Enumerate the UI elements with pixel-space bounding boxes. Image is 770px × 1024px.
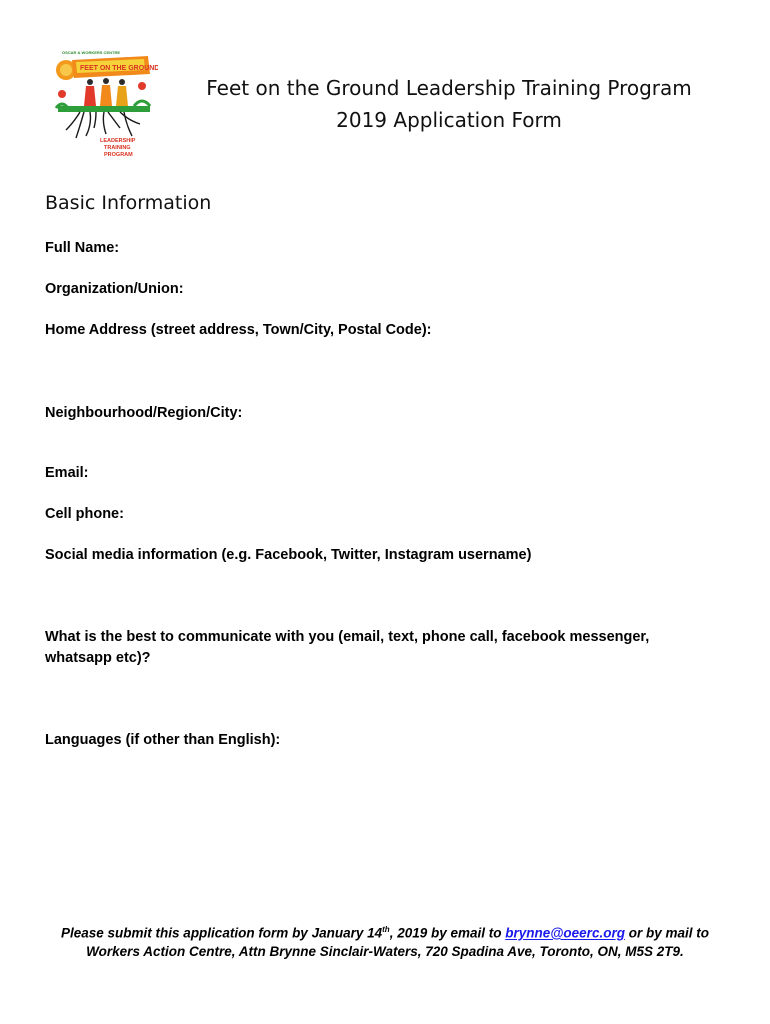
logo-bottom-text-2: TRAINING	[104, 145, 131, 151]
field-label-organization: Organization/Union:	[45, 281, 184, 297]
section-heading-basic-information: Basic Information	[45, 192, 212, 214]
footer-text-part3: or by mail to Workers Action Centre, Attn Brynne Sinclair-Waters, 720 Spadina Ave, Toronto, ON, M5S 2T9.	[86, 925, 709, 959]
field-label-communication-preference: What is the best to communicate with you (email, text, phone call, facebook messenger, whatsapp etc)?	[45, 629, 650, 666]
field-label-cell-phone: Cell phone:	[45, 506, 124, 522]
logo-banner-text: FEET ON THE GROUND	[80, 65, 158, 72]
submission-instructions	[40, 921, 730, 961]
field-label-home-address: Home Address (street address, Town/City, Postal Code):	[45, 322, 432, 338]
feet-on-the-ground-logo-icon	[50, 48, 158, 160]
program-logo	[50, 48, 158, 160]
email-link[interactable]: brynne@oeerc.org	[505, 925, 625, 941]
field-label-neighbourhood: Neighbourhood/Region/City:	[45, 405, 243, 421]
field-label-languages: Languages (if other than English):	[45, 732, 281, 748]
logo-bottom-text-3: PROGRAM	[104, 152, 133, 158]
logo-bottom-text-1: LEADERSHIP	[100, 138, 136, 144]
field-label-full-name: Full Name:	[45, 240, 120, 256]
footer-text-part2: , 2019 by email to	[389, 925, 506, 941]
field-label-social-media: Social media information (e.g. Facebook, Twitter, Instagram username)	[45, 547, 532, 563]
footer-text-part1: Please submit this application form by January 14	[61, 925, 383, 941]
logo-top-text: OSCAR & WORKERS CENTRE	[62, 50, 121, 55]
title-line-1: Feet on the Ground Leadership Training Program	[206, 76, 692, 100]
footer-superscript: th	[382, 925, 390, 934]
title-line-2: 2019 Application Form	[336, 108, 562, 132]
field-label-email: Email:	[45, 465, 89, 481]
document-title	[150, 72, 748, 136]
